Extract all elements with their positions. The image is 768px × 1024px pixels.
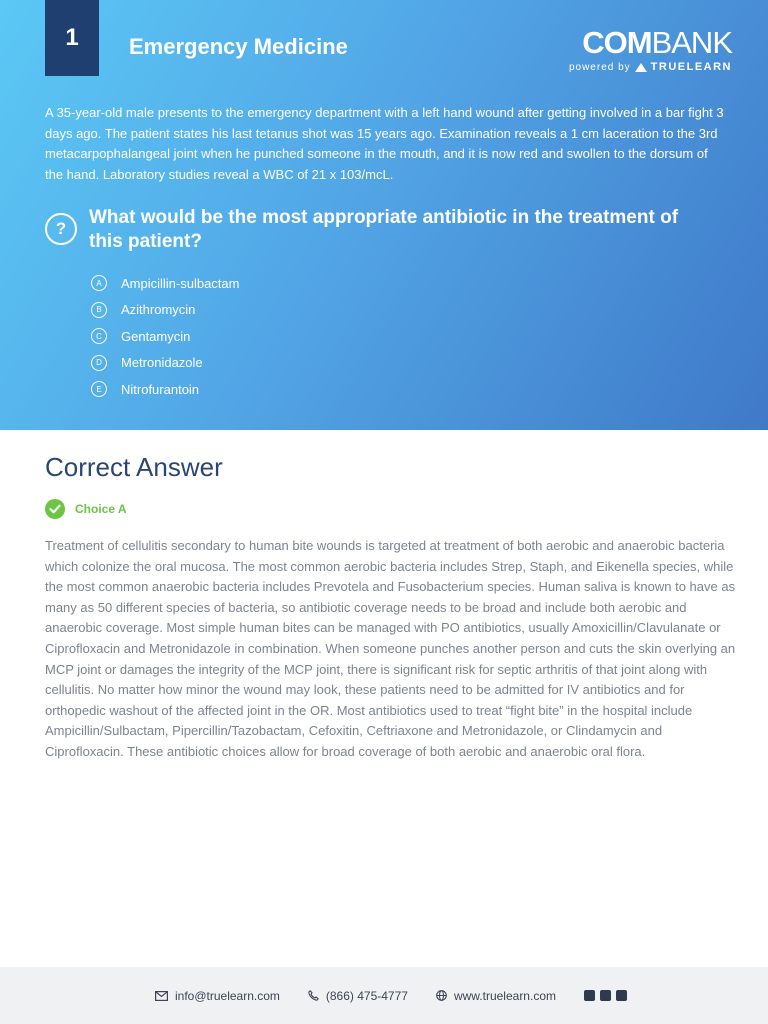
question-mark-icon: ? <box>45 213 77 245</box>
powered-by-label: powered by <box>568 61 631 73</box>
choice-text: Nitrofurantoin <box>121 381 200 397</box>
choice-d[interactable] <box>91 350 239 377</box>
truelearn-logo-icon <box>635 63 647 72</box>
phone-text: (866) 475-4777 <box>325 988 408 1003</box>
choice-text: Gentamycin <box>121 328 191 344</box>
choice-text: Ampicillin-sulbactam <box>121 275 240 291</box>
footer-phone[interactable] <box>308 989 408 1003</box>
choice-b[interactable] <box>91 297 239 324</box>
choice-a[interactable] <box>91 270 239 297</box>
question-prompt: What would be the most appropriate antibiotic in the treatment of this patient? <box>89 207 679 252</box>
correct-choice-label: Choice A <box>75 502 127 516</box>
choice-c[interactable] <box>91 323 239 350</box>
choice-text: Metronidazole <box>121 355 203 371</box>
brand-logo <box>569 27 732 73</box>
choice-letter-icon: B <box>91 302 107 318</box>
brand-tagline <box>569 61 732 73</box>
question-number-badge: 1 <box>45 0 99 76</box>
facebook-icon[interactable] <box>584 990 595 1001</box>
footer <box>0 967 768 1024</box>
twitter-icon[interactable] <box>600 990 611 1001</box>
footer-email[interactable] <box>155 989 280 1003</box>
instagram-icon[interactable] <box>616 990 627 1001</box>
check-icon <box>45 499 65 519</box>
question-panel <box>0 0 768 430</box>
brand-bold: COM <box>582 25 652 60</box>
choice-letter-icon: C <box>91 328 107 344</box>
choice-text: Azithromycin <box>121 302 196 318</box>
email-text: info@truelearn.com <box>174 988 280 1003</box>
social-links <box>584 990 627 1001</box>
answer-explanation: Treatment of cellulitis secondary to human bite wounds is targeted at treatment of both aerobic and anaerobic bacteria which colonize the oral mucosa. The most common aerobic bacteria includes Strep, Staph, and Eikenella species, while the most common anaerobic bacteria includes Prevotela and Fusobacterium species. Human saliva is known to have as many as 50 different species of bacteria, so antibiotic coverage needs to be broad and include both aerobic and anaerobic coverage. Most simple human bites can be managed with PO antibiotics, usually Amoxicillin/Clavulanate or Ciprofloxacin and Metronidazole in combination. When someone punches another person and cuts the skin overlying an MCP joint or damages the integrity of the MCP joint, there is significant risk for septic arthritis of that joint along with cellulitis. No matter how minor the wound may look, these patients need to be admitted for IV antibiotics and for orthopedic washout of the affected joint in the OR. Most antibiotics used to treat “fight bite” in the hospital include Ampicillin/Sulbactam, Pipercillin/Tazobactam, Cefoxitin, Ceftriaxone and Metronidazole, or Clindamycin and Ciprofloxacin. These antibiotic choices allow for broad coverage of both aerobic and anaerobic oral flora. <box>45 538 736 759</box>
choice-e[interactable] <box>91 376 239 403</box>
brand-partner: TRUELEARN <box>650 61 732 73</box>
choice-letter-icon: A <box>91 275 107 291</box>
choice-letter-icon: D <box>91 355 107 371</box>
footer-website[interactable] <box>436 989 556 1003</box>
brand-light: BANK <box>651 25 732 60</box>
choice-letter-icon: E <box>91 381 107 397</box>
phone-icon <box>308 990 319 1001</box>
correct-answer-heading: Correct Answer <box>45 452 223 482</box>
mail-icon <box>155 991 168 1001</box>
topic-title: Emergency Medicine <box>129 34 348 59</box>
globe-icon <box>436 990 447 1001</box>
website-text: www.truelearn.com <box>453 988 556 1003</box>
brand-name <box>569 27 732 58</box>
question-stem: A 35-year-old male presents to the emergency department with a left hand wound after getting involved in a bar fight 3 days ago. The patient states his last tetanus shot was 15 years ago. Examination reveals a 1 cm laceration to the 3rd metacarpophalangeal joint when he punched someone in the mouth, and it is now red and swollen to the dorsum of the hand. Laboratory studies reveal a WBC of 21 x 103/mcL. <box>45 105 724 182</box>
answer-choices <box>91 270 239 403</box>
